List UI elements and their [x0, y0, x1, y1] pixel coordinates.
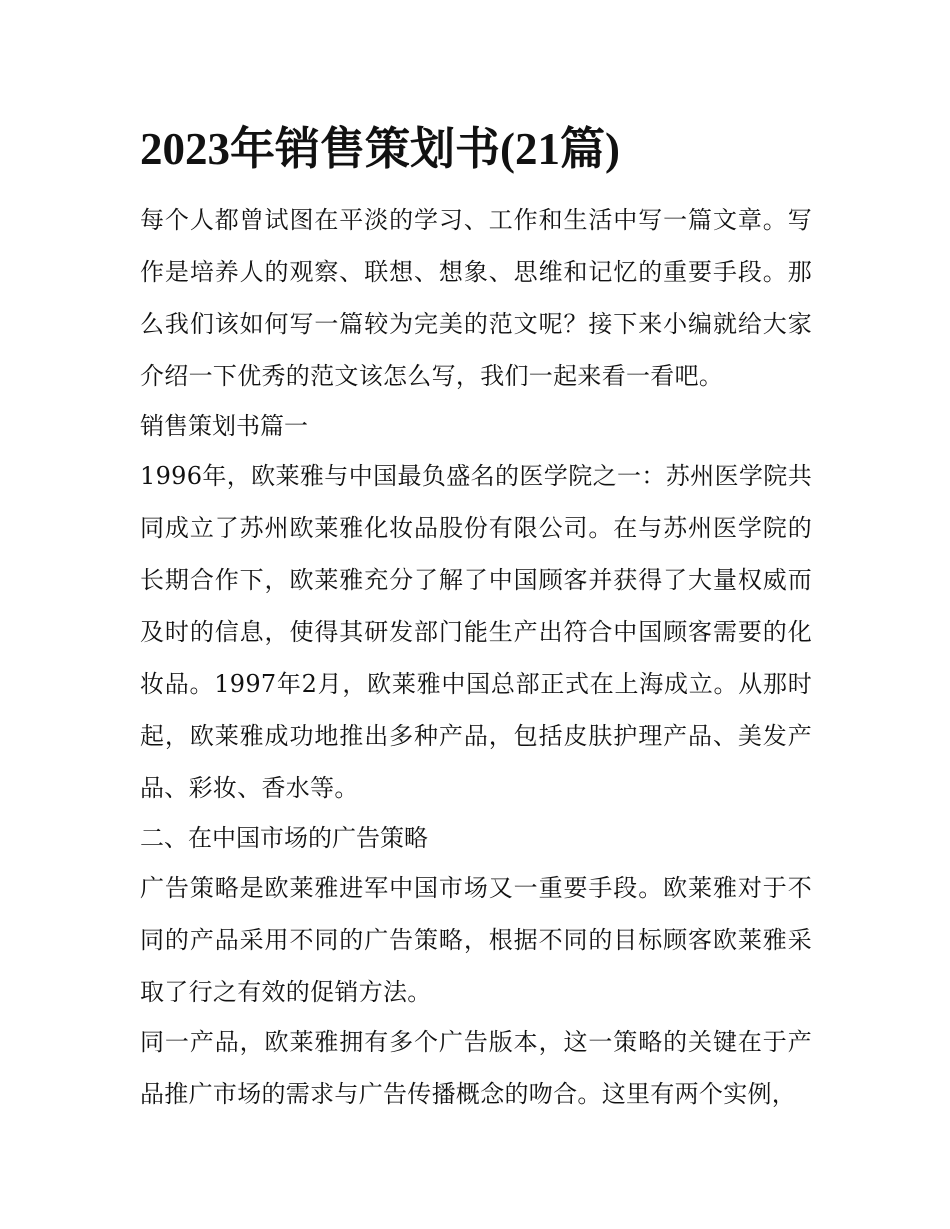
- intro-paragraph: 每个人都曾试图在平淡的学习、工作和生活中写一篇文章。写作是培养人的观察、联想、想象、思维和记忆的重要手段。那么我们该如何写一篇较为完美的范文呢？接下来小编就给大家介绍一下优秀的范文该怎么写，我们一起来看一看吧。: [140, 206, 812, 390]
- section-heading-ad-strategy: 二、在中国市场的广告策略: [140, 824, 428, 852]
- ad-strategy-paragraph: 广告策略是欧莱雅进军中国市场又一重要手段。欧莱雅对于不同的产品采用不同的广告策略，根据不同的目标顾客欧莱雅采取了行之有效的促销方法。: [140, 874, 812, 1006]
- document-page: [140, 118, 812, 1120]
- document-title: 2023年销售策划书(21篇): [140, 124, 620, 174]
- section-heading-part-one: 销售策划书篇一: [140, 412, 308, 440]
- ad-versions-paragraph: 同一产品，欧莱雅拥有多个广告版本，这一策略的关键在于产品推广市场的需求与广告传播概念的吻合。这里有两个实例，: [140, 1028, 812, 1108]
- loreal-history-paragraph: 1996年，欧莱雅与中国最负盛名的医学院之一：苏州医学院共同成立了苏州欧莱雅化妆品股份有限公司。在与苏州医学院的长期合作下，欧莱雅充分了解了中国顾客并获得了大量权威而及时的信息，使得其研发部门能生产出符合中国顾客需要的化妆品。1997年2月，欧莱雅中国总部正式在上海成立。从那时起，欧莱雅成功地推出多种产品，包括皮肤护理产品、美发产品、彩妆、香水等。: [140, 462, 812, 802]
